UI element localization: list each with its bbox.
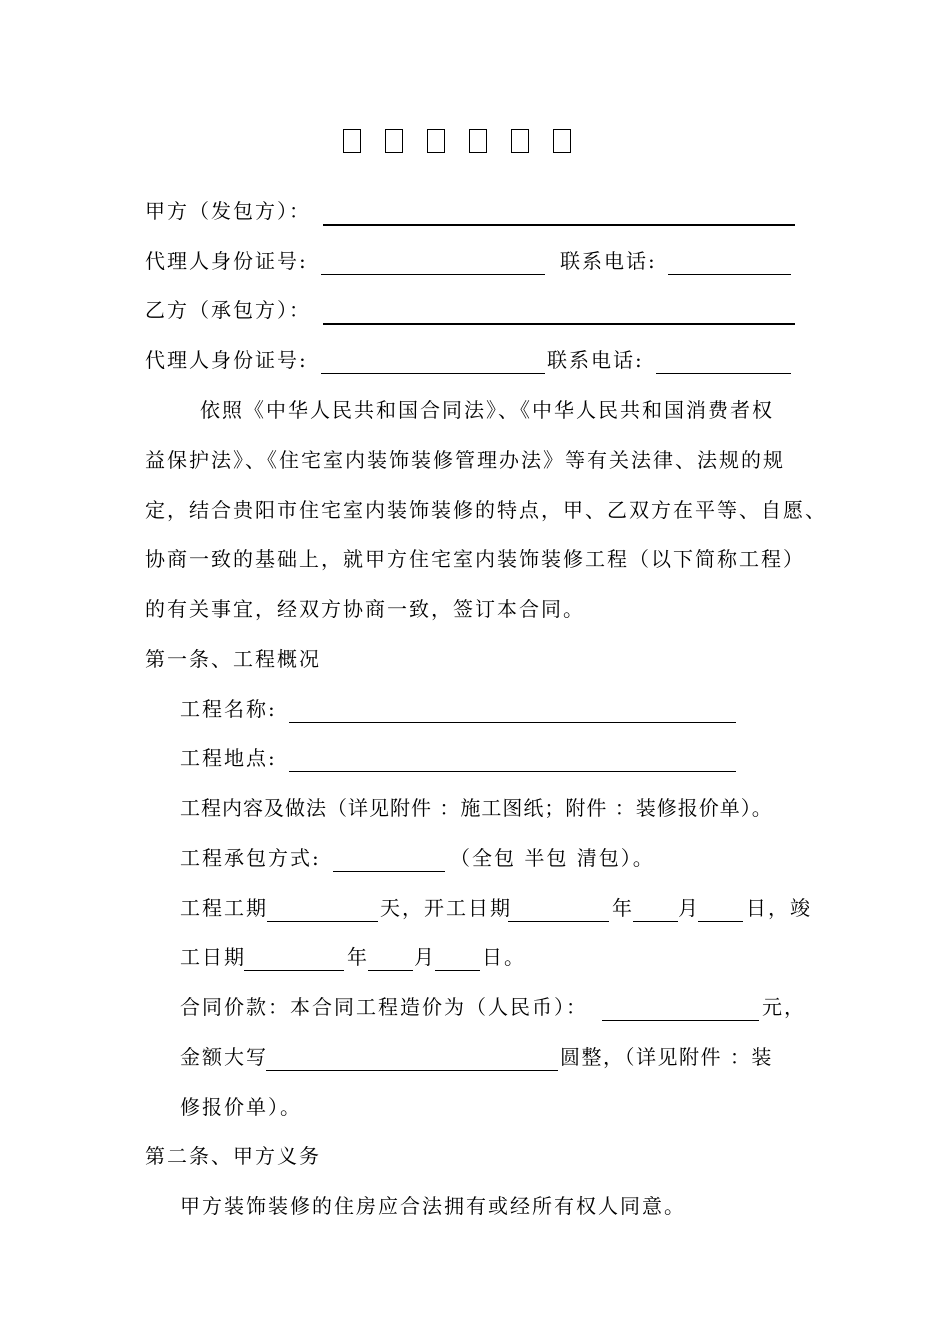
amount-tail: 圆整，（详见附件 ：装	[560, 1045, 773, 1069]
month-label: 月	[414, 945, 436, 969]
year-label: 年	[612, 896, 634, 920]
article2-text: 甲方装饰装修的住房应合法拥有或经所有权人同意。	[180, 1194, 686, 1218]
party-b-field[interactable]	[323, 323, 795, 325]
party-b-label: 乙方（承包方）：	[145, 298, 311, 322]
title-glyph	[385, 129, 403, 153]
contract-mode-label: 工程承包方式:	[180, 846, 321, 870]
intro-line: 定，结合贵阳市住宅室内装饰装修的特点，甲、乙双方在平等、自愿、	[145, 498, 827, 522]
party-a-label: 甲方（发包方）：	[145, 199, 311, 223]
agent-id-label-1: 代理人身份证号:	[145, 249, 308, 273]
project-content: 工程内容及做法（详见附件 ：施工图纸；附件 ：装修报价单）。	[180, 796, 773, 820]
contract-mode-field[interactable]	[333, 871, 445, 872]
price-label: 合同价款：本合同工程造价为（人民币）：	[180, 995, 588, 1019]
year-label: 年	[347, 945, 369, 969]
title-glyph	[511, 129, 529, 153]
phone-label-2: 联系电话:	[547, 348, 644, 372]
agent-id-field-1[interactable]	[321, 274, 545, 275]
start-year-field[interactable]	[508, 921, 609, 922]
period-days-field[interactable]	[267, 921, 378, 922]
yuan-label: 元，	[762, 995, 806, 1019]
project-location-label: 工程地点:	[180, 746, 277, 770]
amount-caps-field[interactable]	[266, 1070, 558, 1071]
end-day-field[interactable]	[435, 970, 480, 971]
article1-heading: 第一条、工程概况	[145, 647, 321, 671]
title-glyph	[427, 129, 445, 153]
agent-id-field-2[interactable]	[321, 373, 545, 374]
intro-line: 协商一致的基础上，就甲方住宅室内装饰装修工程（以下简称工程）	[145, 547, 805, 571]
title-glyph	[553, 129, 571, 153]
amount-caps-label: 金额大写	[180, 1045, 268, 1069]
start-day-field[interactable]	[698, 921, 743, 922]
day-label: 日，竣	[746, 896, 812, 920]
phone-field-2[interactable]	[656, 373, 791, 374]
month-label: 月	[678, 896, 700, 920]
article2-heading: 第二条、甲方义务	[145, 1144, 321, 1168]
project-location-field[interactable]	[289, 771, 736, 772]
period-label: 工程工期	[180, 896, 268, 920]
contract-mode-options: （全包 半包 清包）。	[450, 846, 655, 870]
title-glyph	[343, 129, 361, 153]
start-month-field[interactable]	[633, 921, 678, 922]
agent-id-label-2: 代理人身份证号:	[145, 348, 308, 372]
party-a-field[interactable]	[323, 224, 795, 226]
title-glyph	[469, 129, 487, 153]
project-name-label: 工程名称:	[180, 697, 277, 721]
amount-tail-2: 修报价单）。	[180, 1095, 302, 1119]
end-year-field[interactable]	[244, 970, 344, 971]
end-month-field[interactable]	[368, 970, 413, 971]
start-date-label: 天，开工日期	[380, 896, 512, 920]
price-field[interactable]	[602, 1020, 759, 1021]
project-name-field[interactable]	[289, 722, 736, 723]
intro-line: 益保护法》、《住宅室内装饰装修管理办法》等有关法律、法规的规	[145, 448, 785, 472]
day-label: 日。	[482, 945, 526, 969]
phone-label-1: 联系电话:	[560, 249, 657, 273]
contract-title	[343, 124, 595, 154]
completion-label: 工日期	[180, 945, 246, 969]
phone-field-1[interactable]	[668, 274, 791, 275]
intro-line: 的有关事宜，经双方协商一致，签订本合同。	[145, 597, 585, 621]
intro-line: 依照《中华人民共和国合同法》、《中华人民共和国消费者权	[200, 398, 774, 422]
